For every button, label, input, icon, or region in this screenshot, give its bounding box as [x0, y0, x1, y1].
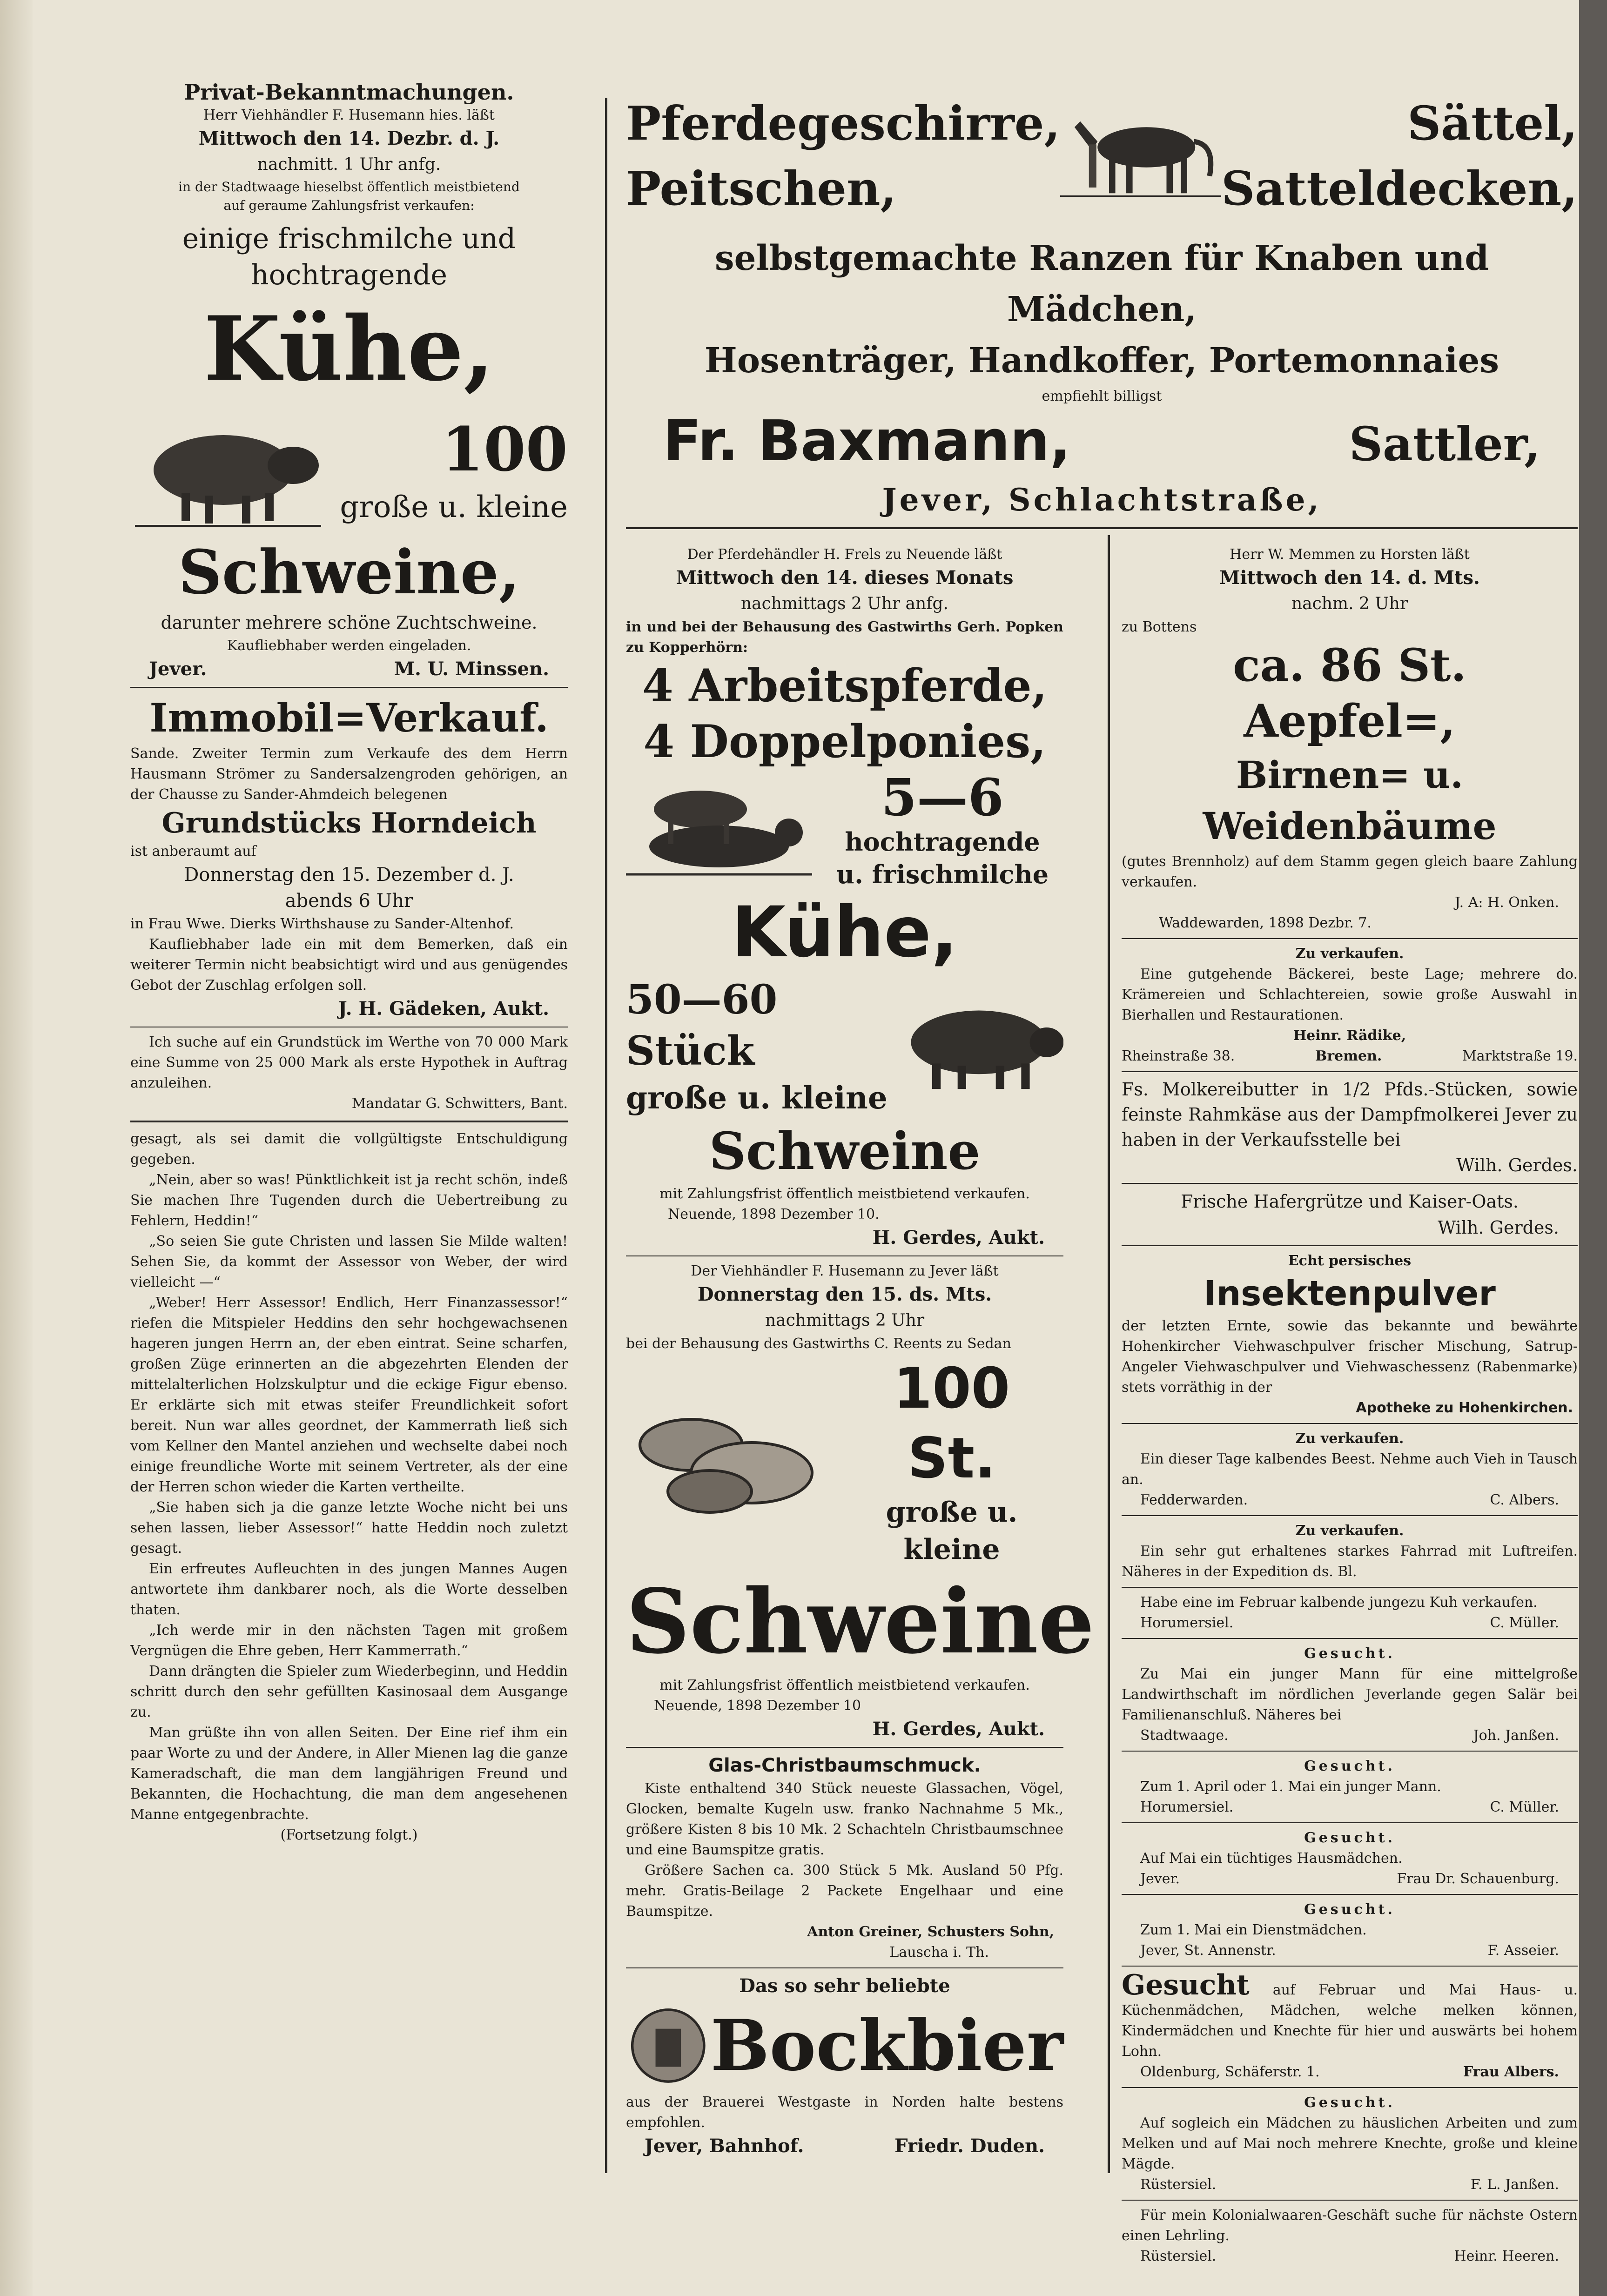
ad-date: Neuende, 1898 Dezember 10 — [654, 1698, 861, 1714]
ad-signature: C. Albers. — [1490, 1492, 1559, 1508]
ad-heading: Zu verkaufen. — [1295, 1430, 1404, 1447]
ad-text: Zum 1. Mai ein Dienstmädchen. — [1140, 1922, 1367, 1938]
story-continued: (Fortsetzung folgt.) — [280, 1827, 418, 1843]
baxmann-ad — [626, 79, 1578, 544]
ad-line: große u. kleine — [626, 1080, 888, 1116]
ad-line: nachmittags 2 Uhr anfg. — [741, 594, 948, 613]
ad-signature: Joh. Janßen. — [1473, 1727, 1559, 1744]
horse-illustration — [1060, 81, 1221, 230]
binding-spine — [1579, 0, 1607, 2296]
ad-signature: Wilh. Gerdes. — [1438, 1217, 1559, 1238]
ad-line: 4 Arbeitspferde, — [642, 659, 1048, 712]
ad-line: zu Bottens — [1122, 619, 1197, 635]
beer-illustration — [626, 1999, 711, 2092]
story-paragraph: Man grüßte ihn von allen Seiten. Der Eine rief ihm ein paar Worte zu und der Andere, in Aller Mienen lag die ganze Kameradschaft, die man dem langjährigen Freund und Bekannten, die Hochachtung, die man dem angesehenen Manne entgegenbrachte. — [130, 1725, 568, 1823]
ad-signature: H. Gerdes, Aukt. — [872, 1227, 1045, 1249]
ad-text: in Frau Wwe. Dierks Wirthshause zu Sander-Altenhof. — [130, 916, 514, 932]
column-1 — [130, 79, 568, 1846]
pig-illustration-2 — [894, 991, 1063, 1102]
ad-line: Mittwoch den 14. dieses Monats — [676, 567, 1014, 589]
ad-place: Rüstersiel. — [1140, 2248, 1217, 2264]
ad-heading: Gesucht. — [1304, 1758, 1395, 1774]
ad-line: Jever, Schlachtstraße, — [882, 482, 1322, 518]
ad-text: Habe eine im Februar kalbende jungezu Kuh verkaufen. — [1140, 1594, 1538, 1611]
baxmann-name: Fr. Baxmann, — [663, 409, 1071, 474]
ad-text: Auf Mai ein tüchtiges Hausmädchen. — [1140, 1850, 1403, 1866]
story-text — [130, 1129, 568, 1846]
ad-heading: Zu verkaufen. — [1295, 946, 1404, 962]
ad-signature: Heinr. Rädike, — [1293, 1027, 1406, 1044]
column-3 — [1122, 544, 1578, 2267]
ad-text: Größere Sachen ca. 300 Stück 5 Mk. Ausland 50 Pfg. mehr. Gratis-Beilage 2 Packete Engelhaar und eine Baumspitze. — [626, 1862, 1063, 1920]
ad-signature: F. Asseier. — [1487, 1942, 1559, 1959]
ad-signature: J. A: H. Onken. — [1454, 894, 1559, 911]
ad-place: Lauscha i. Th. — [889, 1944, 989, 1960]
ad-line: Hosenträger, Handkoffer, Portemonnaies — [704, 341, 1499, 381]
ad-heading: Gesucht. — [1304, 1901, 1395, 1918]
story-paragraph: „Sie haben sich ja die ganze letzte Woche nicht bei uns sehen lassen, lieber Assessor!“ hatte Heddin noch zuletzt gesagt. — [130, 1499, 568, 1557]
ad-line: Das so sehr beliebte — [739, 1975, 950, 1997]
pigs-group-illustration — [626, 1403, 821, 1519]
ad-address: Marktstraße 19. — [1462, 1048, 1578, 1064]
ad-place: Jever. — [1140, 1871, 1180, 1887]
ad-city: Bremen. — [1315, 1048, 1382, 1064]
ad-place: Horumersiel. — [1140, 1799, 1234, 1815]
ad-signature: Friedr. Duden. — [894, 2135, 1045, 2157]
ad-text: Auf sogleich ein Mädchen zu häuslichen Arbeiten und zum Melken und auf Mai noch mehrere Knechte, große und kleine Mägde. — [1122, 2115, 1578, 2172]
ad-date: Waddewarden, 1898 Dezbr. 7. — [1159, 915, 1372, 931]
ad-signature: Apotheke zu Hohenkirchen. — [1356, 1400, 1573, 1416]
ad-text: (gutes Brennholz) auf dem Stamm gegen gleich baare Zahlung verkaufen. — [1122, 853, 1578, 890]
cattle-illustration — [626, 777, 812, 884]
ad-signature: F. L. Janßen. — [1470, 2176, 1559, 2193]
ad-signature: Wilh. Gerdes. — [1456, 1155, 1578, 1175]
ad-line: Mittwoch den 14. d. Mts. — [1219, 567, 1480, 589]
ad-heading: Gesucht. — [1304, 2095, 1395, 2111]
ad-line: u. frischmilche — [836, 859, 1049, 889]
ad-place: Rüstersiel. — [1140, 2176, 1217, 2193]
ad-line: Sattler, — [1349, 416, 1540, 471]
ad-line: Satteldecken, — [1221, 161, 1578, 216]
story-paragraph: „Nein, aber so was! Pünktlichkeit ist ja recht schön, indeß Sie machen Ihre Tugenden durch die Uebertreibung zu Fehlern, Heddin!“ — [130, 1172, 568, 1229]
kuehe-heading: Kühe, — [732, 892, 958, 973]
ad-line: große u. kleine — [886, 1496, 1018, 1566]
ad-line: 5—6 — [881, 767, 1004, 827]
ad-line: selbstgemachte Ranzen für Knaben und Mädchen, — [714, 238, 1489, 329]
ad-place: Oldenburg, Schäferstr. 1. — [1140, 2064, 1320, 2080]
ad-signature: J. H. Gädeken, Aukt. — [338, 998, 549, 1020]
ad-line: Donnerstag den 15. ds. Mts. — [697, 1283, 992, 1305]
ad-line: große u. kleine — [340, 490, 568, 524]
story-paragraph: „So seien Sie gute Christen und lassen Sie Milde walten! Sehen Sie, da kommt der Assessor von Weber, der wird vielleicht —“ — [130, 1233, 568, 1290]
ad-place: Stadtwaage. — [1140, 1727, 1229, 1744]
column-2 — [626, 544, 1095, 2159]
ad-signature: H. Gerdes, Aukt. — [872, 1718, 1045, 1740]
ad-text: Zu Mai ein junger Mann für eine mittelgroße Landwirthschaft im nördlichen Jeverlande gegen Salär bei Familienanschluß. Näheres bei — [1122, 1666, 1578, 1723]
ad-line: Frische Hafergrütze und Kaiser-Oats. — [1180, 1191, 1519, 1212]
ad-heading: Glas-Christbaumschmuck. — [708, 1755, 981, 1776]
ad-text: Eine gutgehende Bäckerei, beste Lage; mehrere do. Krämereien und Schlachtereien, sowie große Auswahl in Bierhallen und Restaurationen. — [1122, 966, 1578, 1023]
ad-text: auf Februar und Mai Haus- u. Küchenmädchen, Mädchen, welche melken können, Kindermädchen und Knechte für hier und auswärts bei hohem Lohn. — [1122, 1982, 1578, 2060]
ad-heading: Gesucht. — [1304, 1830, 1395, 1846]
ad-line: 4 Doppelponies, — [643, 715, 1046, 768]
ad-line: nachmittags 2 Uhr — [765, 1311, 925, 1330]
ad-line: Donnerstag den 15. Dezember d. J. — [184, 864, 514, 886]
ad-line: nachm. 2 Uhr — [1291, 594, 1408, 613]
column-rule-1 — [605, 98, 607, 2173]
ad-line: Herr Viehhändler F. Husemann hies. läßt — [203, 107, 495, 123]
story-paragraph: „Weber! Herr Assessor! Endlich, Herr Finanzassessor!“ riefen die Mitspieler Heddins den sehr hochgewachsenen hageren jungen Herrn an, der eben eintrat. Seine scharfen, großen Züge erinnerten an die abgezehrten Elenden der mittelalterlichen Holzskulptur und die eckige Figur ebenso. Er erklärte sich mit etwas steifer Freundlichkeit sofort bereit. Nun war alles geordnet, der Kammerrath ließ sich vom Kellner den Mantel anziehen und wechselte dabei noch einige freundliche Worte mit seinem Vertreter, als der eine der Herren schon wieder die Karten vertheilte. — [130, 1295, 568, 1495]
ad-line: Echt persisches — [1288, 1253, 1412, 1269]
kuehe-heading: Kühe, — [203, 297, 495, 401]
ad-line: Der Viehhändler F. Husemann zu Jever läßt — [691, 1263, 999, 1279]
ad-line: auf geraume Zahlungsfrist verkaufen: — [223, 198, 475, 213]
ad-text: in und bei der Behausung des Gastwirths Gerh. Popken zu Kopperhörn: — [626, 619, 1063, 656]
story-paragraph: Ein erfreutes Aufleuchten in des jungen Mannes Augen antwortete ihm dankbarer noch, als die Worte desselben thaten. — [130, 1561, 568, 1618]
ad-line: einige frischmilche und — [182, 222, 516, 255]
ad-address: Rheinstraße 38. — [1122, 1048, 1235, 1064]
ad-signature: Mandatar G. Schwitters, Bant. — [351, 1095, 568, 1112]
schweine-heading: Schweine — [709, 1121, 981, 1181]
page-left-edge — [0, 0, 33, 2296]
insektenpulver-heading: Insektenpulver — [1204, 1274, 1496, 1314]
ad-line: mit Zahlungsfrist öffentlich meistbietend verkaufen. — [659, 1186, 1030, 1202]
ad-text: Sande. Zweiter Termin zum Verkaufe des dem Herrn Hausmann Strömer zu Sandersalzengroden gehörigen, an der Chausse zu Sander-Ahmdeich belegenen — [130, 745, 568, 803]
ad-text: Fs. Molkereibutter in 1/2 Pfds.-Stücken, sowie feinste Rahmkäse aus der Dampfmolkerei Jever zu haben in der Verkaufsstelle bei — [1122, 1079, 1578, 1150]
pig-count: 100 St. — [893, 1356, 1010, 1491]
ad-line: Pferdegeschirre, — [626, 96, 1061, 151]
ad-line: abends 6 Uhr — [285, 890, 413, 912]
ad-place: Horumersiel. — [1140, 1615, 1234, 1631]
schweine-heading: Schweine — [626, 1570, 1095, 1673]
ad-line: ca. 86 St. Aepfel=, — [1233, 639, 1466, 747]
gesucht-heading: Gesucht — [1122, 1969, 1250, 2001]
ad-text: Ich suche auf ein Grundstück im Werthe von 70 000 Mark eine Summe von 25 000 Mark als erste Hypothek in Auftrag anzuleihen. — [130, 1034, 568, 1091]
ad-text: Zum 1. April oder 1. Mai ein junger Mann. — [1140, 1779, 1441, 1795]
ad-line: Der Pferdehändler H. Frels zu Neuende läßt — [687, 546, 1002, 563]
column-rule-2 — [1108, 535, 1110, 2173]
ad-heading: Zu verkaufen. — [1295, 1523, 1404, 1539]
immobil-heading: Immobil=Verkauf. — [149, 695, 549, 741]
ad-text: der letzten Ernte, sowie das bekannte und bewährte Hohenkircher Viehwaschpulver frischer Mischung, Satrup-Angeler Viehwaschpulver und Viehwaschessenz (Rabenmarke) stets vorräthig in der — [1122, 1318, 1578, 1396]
ad-signature: C. Müller. — [1490, 1615, 1559, 1631]
ad-date: Neuende, 1898 Dezember 10. — [668, 1206, 880, 1222]
pig-count: 100 — [441, 414, 568, 485]
bockbier-heading: Bockbier — [710, 2005, 1063, 2087]
ad-line: empfiehlt billigst — [1042, 388, 1162, 404]
ad-text: Ein dieser Tage kalbendes Beest. Nehme auch Vieh in Tausch an. — [1122, 1451, 1578, 1488]
ad-text: aus der Brauerei Westgaste in Norden halte bestens empfohlen. — [626, 2094, 1063, 2131]
pig-illustration — [130, 400, 326, 535]
ad-text: Kaufliebhaber lade ein mit dem Bemerken, daß ein weiterer Termin nicht beabsichtigt wird und aus genügendes Gebot der Zuschlag erfolgen soll. — [130, 936, 568, 994]
ad-signature: M. U. Minssen. — [394, 658, 549, 680]
ad-heading: Gesucht. — [1304, 1645, 1395, 1662]
ad-text: bei der Behausung des Gastwirths C. Reents zu Sedan — [626, 1336, 1011, 1352]
schweine-heading: Schweine, — [178, 537, 520, 608]
ad-line: Peitschen, — [626, 161, 897, 216]
story-paragraph: „Ich werde mir in den nächsten Tagen mit großem Vergnügen die Ehre geben, Herr Kammerrath.“ — [130, 1622, 568, 1659]
story-paragraph: Dann drängten die Spieler zum Wiederbeginn, und Heddin schritt durch den sehr gefüllten Kasinosaal dem Ausgange zu. — [130, 1663, 568, 1720]
ad-line: mit Zahlungsfrist öffentlich meistbietend verkaufen. — [659, 1677, 1030, 1693]
ad-line: hochtragende — [250, 259, 448, 291]
story-paragraph: gesagt, als sei damit die vollgültigste Entschuldigung gegeben. — [130, 1131, 568, 1168]
ad-line: nachmitt. 1 Uhr anfg. — [257, 155, 441, 174]
ad-signature: Anton Greiner, Schusters Sohn, — [807, 1924, 1054, 1940]
ad-signature: Frau Dr. Schauenburg. — [1397, 1871, 1559, 1887]
ad-signature: C. Müller. — [1490, 1799, 1559, 1815]
ad-line: Kaufliebhaber werden eingeladen. — [227, 638, 471, 654]
ad-text: Für mein Kolonialwaaren-Geschäft suche für nächste Ostern einen Lehrling. — [1122, 2207, 1578, 2244]
ad-text: Kiste enthaltend 340 Stück neueste Glassachen, Vögel, Glocken, bemalte Kugeln usw. franko Nachnahme 5 Mk., größere Kisten 8 bis 10 Mk. 2 Schachteln Christbaumschnee und eine Baumspitze gratis. — [626, 1780, 1063, 1858]
ad-line: 50—60 Stück — [626, 976, 778, 1074]
ad-line: hochtragende — [845, 827, 1040, 857]
ad-line: ist anberaumt auf — [130, 843, 256, 859]
ad-line: Birnen= u. Weidenbäume — [1203, 753, 1497, 848]
ad-place: Jever, Bahnhof. — [645, 2135, 804, 2157]
section-title: Privat-Bekanntmachungen. — [184, 80, 514, 105]
ad-place: Fedderwarden. — [1140, 1492, 1248, 1508]
ad-signature: Frau Albers. — [1463, 2064, 1559, 2080]
ad-line: Herr W. Memmen zu Horsten läßt — [1230, 546, 1470, 563]
ad-place: Jever, St. Annenstr. — [1140, 1942, 1276, 1959]
ad-line: Mittwoch den 14. Dezbr. d. J. — [198, 128, 500, 149]
ad-signature: Heinr. Heeren. — [1454, 2248, 1559, 2264]
ad-line: Sättel, — [1407, 96, 1578, 151]
ad-line: in der Stadtwaage hieselbst öffentlich meistbietend — [178, 179, 520, 195]
ad-line: darunter mehrere schöne Zuchtschweine. — [161, 612, 538, 633]
ad-place: Jever. — [149, 658, 207, 680]
ad-line: Grundstücks Horndeich — [161, 807, 537, 839]
ad-text: Ein sehr gut erhaltenes starkes Fahrrad mit Luftreifen. Näheres in der Expedition ds. Bl. — [1122, 1543, 1578, 1580]
